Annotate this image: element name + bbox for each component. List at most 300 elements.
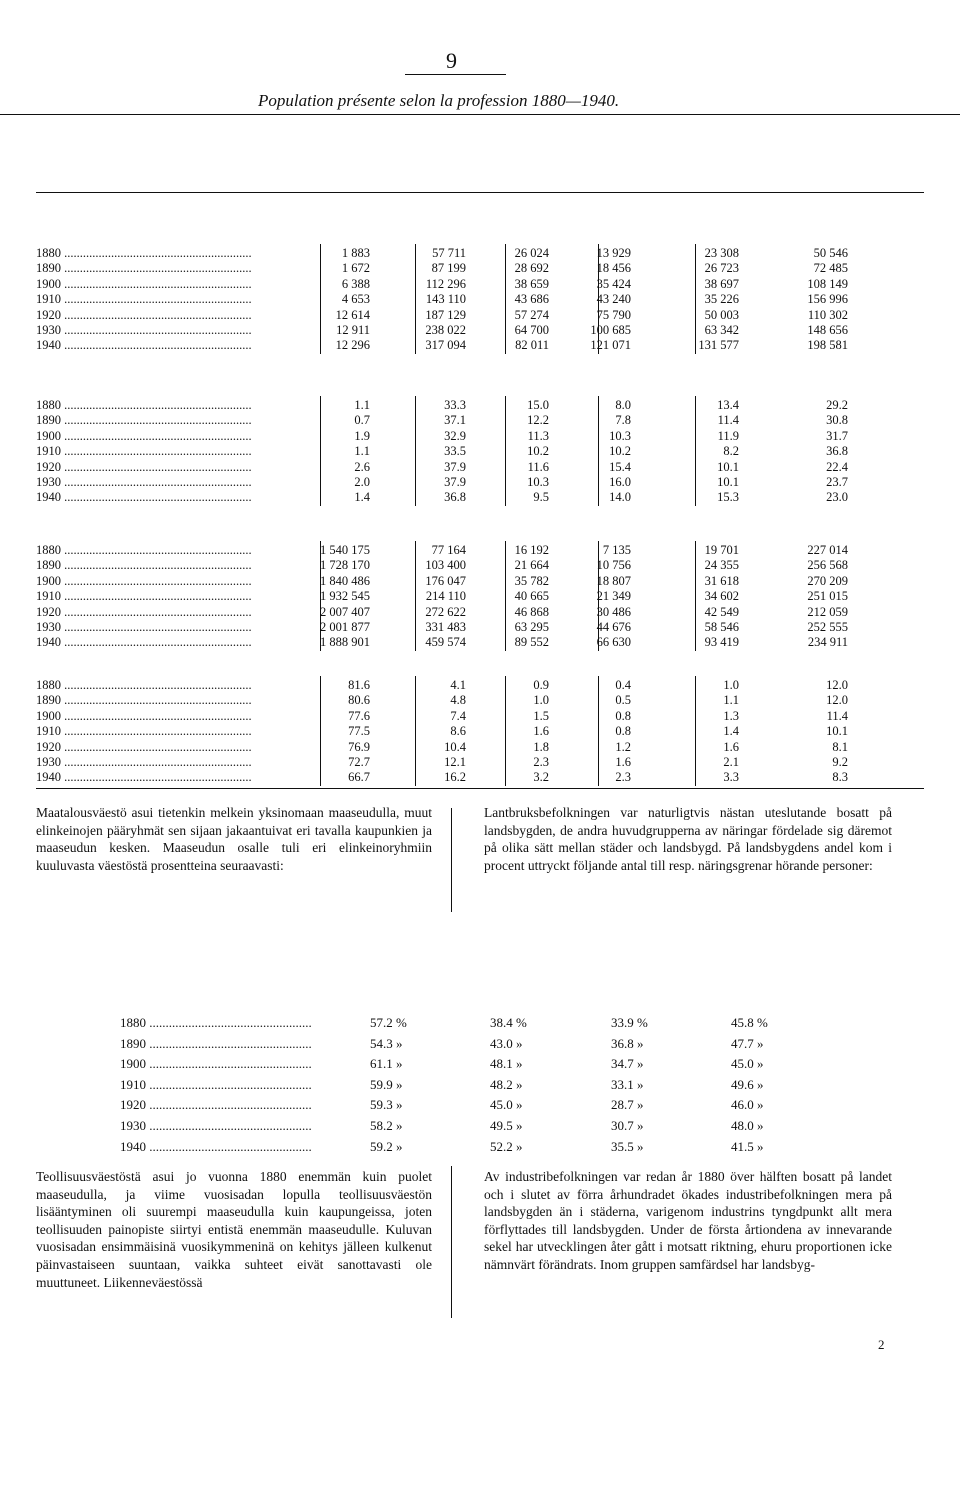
row-year-value: 1900 [36, 277, 61, 291]
row-year-value: 1930 [36, 475, 61, 489]
page-number: 9 [446, 48, 457, 73]
table-cell: 214 110 [425, 589, 466, 603]
table-cell: 57 711 [432, 246, 466, 260]
leader-dots: ............................................................ [61, 543, 252, 557]
table-cell: 9.2 [832, 755, 848, 769]
table-cell: 48.2 » [490, 1077, 523, 1092]
row-year [36, 740, 306, 755]
row-year-value: 1940 [36, 635, 61, 649]
table-cell: 49.6 » [731, 1077, 764, 1092]
table-cell: 1.2 [615, 740, 631, 754]
table-cell: 50 546 [813, 246, 848, 260]
table-cell: 2.6 [354, 460, 370, 474]
table-cell: 77.5 [348, 724, 370, 738]
table-cell: 256 568 [807, 558, 848, 572]
table-cell: 15.3 [717, 490, 739, 504]
leader-dots: ............................................................ [61, 475, 252, 489]
row-year-value: 1890 [36, 413, 61, 427]
table-cell: 0.9 [533, 678, 549, 692]
table-cell: 13.4 [717, 398, 739, 412]
row-year [36, 444, 306, 459]
table-cell: 7.4 [450, 709, 466, 723]
table-cell: 227 014 [807, 543, 848, 557]
leader-dots: ............................................................ [61, 246, 252, 260]
table-cell: 35.5 » [611, 1139, 644, 1154]
table-cell: 50 003 [704, 308, 739, 322]
table-cell: 61.1 » [370, 1056, 403, 1071]
table-cell: 34.7 » [611, 1056, 644, 1071]
table-cell: 1 840 486 [320, 574, 370, 588]
row-year [36, 429, 306, 444]
table-cell: 43 686 [514, 292, 549, 306]
table-cell: 59.3 » [370, 1097, 403, 1112]
table-cell: 31 618 [704, 574, 739, 588]
table-cell: 12 614 [335, 308, 370, 322]
row-year [36, 574, 306, 589]
row-year [36, 277, 306, 292]
table-cell: 59.9 » [370, 1077, 403, 1092]
table-cell: 10.3 [609, 429, 631, 443]
table-cell: 11.4 [826, 709, 848, 723]
row-year-value: 1930 [36, 323, 61, 337]
table-cell: 1.9 [354, 429, 370, 443]
table-cell: 2 001 877 [320, 620, 370, 634]
table-cell: 75 790 [596, 308, 631, 322]
table-cell: 3.3 [723, 770, 739, 784]
leader-dots: ............................................................ [61, 261, 252, 275]
row-year [36, 323, 306, 338]
table-cell: 38.4 % [490, 1015, 527, 1030]
leader-dots: ............................................................ [61, 724, 252, 738]
table-cell: 81.6 [348, 678, 370, 692]
table-cell: 80.6 [348, 693, 370, 707]
row-year-value: 1890 [36, 558, 61, 572]
table-cell: 36.8 [826, 444, 848, 458]
row-year [36, 398, 306, 413]
row-year-value: 1910 [120, 1077, 146, 1092]
table-cell: 36.8 » [611, 1036, 644, 1051]
table-cell: 45.0 » [490, 1097, 523, 1112]
page-number-rule [405, 74, 506, 75]
table-cell: 59.2 » [370, 1139, 403, 1154]
table-cell: 2 007 407 [320, 605, 370, 619]
table-cell: 41.5 » [731, 1139, 764, 1154]
table-cell: 11.6 [527, 460, 549, 474]
table-cell: 26 024 [514, 246, 549, 260]
row-year-value: 1880 [36, 398, 61, 412]
table-cell: 252 555 [807, 620, 848, 634]
table-cell: 143 110 [425, 292, 466, 306]
row-year [120, 1056, 350, 1072]
table-cell: 2.1 [723, 755, 739, 769]
table-cell: 110 302 [807, 308, 848, 322]
table-cell: 28 692 [514, 261, 549, 275]
leader-dots: ............................................................ [61, 740, 252, 754]
leader-dots: ............................................................ [61, 635, 252, 649]
table-cell: 1 888 901 [320, 635, 370, 649]
row-year [36, 770, 306, 785]
table-cell: 10.1 [717, 460, 739, 474]
table-cell: 16.0 [609, 475, 631, 489]
row-year [36, 413, 306, 428]
table-cell: 1.1 [723, 693, 739, 707]
table-cell: 1 728 170 [320, 558, 370, 572]
table-cell: 121 071 [590, 338, 631, 352]
table-cell: 58 546 [704, 620, 739, 634]
row-year-value: 1910 [36, 292, 61, 306]
table-cell: 35 782 [514, 574, 549, 588]
table-cell: 57 274 [514, 308, 549, 322]
table-cell: 14.0 [609, 490, 631, 504]
leader-dots: ............................................................ [61, 338, 252, 352]
table-cell: 57.2 % [370, 1015, 407, 1030]
table-cell: 15.0 [527, 398, 549, 412]
table-cell: 0.8 [615, 724, 631, 738]
leader-dots: ............................................................ [61, 770, 252, 784]
row-year [36, 605, 306, 620]
table-cell: 1.1 [354, 398, 370, 412]
table-cell: 131 577 [698, 338, 739, 352]
row-year [120, 1139, 350, 1155]
table-cell: 198 581 [807, 338, 848, 352]
leader-dots: ............................................................ [61, 277, 252, 291]
row-year-value: 1940 [36, 770, 61, 784]
leader-dots: .................................................. [146, 1015, 312, 1030]
table-cell: 8.3 [832, 770, 848, 784]
table-cell: 48.0 » [731, 1118, 764, 1133]
row-year [36, 308, 306, 323]
row-year-value: 1890 [36, 261, 61, 275]
table-cell: 1 932 545 [320, 589, 370, 603]
table-cell: 11.9 [717, 429, 739, 443]
table-cell: 10.4 [444, 740, 466, 754]
row-year [36, 620, 306, 635]
leader-dots: ............................................................ [61, 755, 252, 769]
footer-page-number: 2 [878, 1337, 885, 1352]
table-cell: 8.1 [832, 740, 848, 754]
leader-dots: .................................................. [146, 1036, 312, 1051]
table-cell: 4.8 [450, 693, 466, 707]
table-cell: 48.1 » [490, 1056, 523, 1071]
row-year [36, 460, 306, 475]
page-title: Population présente selon la profession 1880—1940. [258, 91, 620, 110]
table-cell: 38 659 [514, 277, 549, 291]
table-cell: 459 574 [425, 635, 466, 649]
table-cell: 28.7 » [611, 1097, 644, 1112]
row-year-value: 1900 [36, 574, 61, 588]
table-cell: 270 209 [807, 574, 848, 588]
table-cell: 1.4 [723, 724, 739, 738]
table-cell: 176 047 [425, 574, 466, 588]
table-cell: 10.2 [609, 444, 631, 458]
table-cell: 331 483 [425, 620, 466, 634]
table-cell: 36.8 [444, 490, 466, 504]
paragraph-finnish-1: Maatalousväestö asui tietenkin melkein yksinomaan maaseudulla, muut elinkeinojen pääryhmät sen sijaan jakaantuivat eri tavalla kaupunkien ja maaseudun kesken. Maaseudun osalle tuli eri elinkeinoryhmiin kuuluvasta väestöstä prosentteina seuraavasti: [36, 805, 432, 873]
table-cell: 1 672 [341, 261, 370, 275]
leader-dots: ............................................................ [61, 693, 252, 707]
table-cell: 66 630 [596, 635, 631, 649]
table-cell: 317 094 [425, 338, 466, 352]
row-year [120, 1097, 350, 1113]
table-cell: 46 868 [514, 605, 549, 619]
table-cell: 33.3 [444, 398, 466, 412]
row-year [36, 635, 306, 650]
table-cell: 58.2 » [370, 1118, 403, 1133]
row-year [36, 261, 306, 276]
row-year-value: 1920 [36, 740, 61, 754]
table-cell: 148 656 [807, 323, 848, 337]
table-cell: 42 549 [704, 605, 739, 619]
row-year [36, 589, 306, 604]
row-year-value: 1900 [36, 709, 61, 723]
paragraph-finnish-2: Teollisuusväestöstä asui jo vuonna 1880 enemmän kuin puolet maaseudulla, ja viime vuosisadan lopulla teollisuusväestön lisääntyminen oli suurempi maaseudulla kuin kaupungeissa, joten teollisuuden painopiste siirtyi entistä enemmän maaseudulle. Kuluvan vuosisadan ensimmäisinä vuosikymmeninä on kehitys jälleen kulkenut päinvastaiseen suuntaan, vaikka suhteet eivät sanottavasti ole muuttuneet. Liikenneväestössä [36, 1169, 432, 1290]
table-cell: 9.5 [533, 490, 549, 504]
table-cell: 35 424 [596, 277, 631, 291]
table-cell: 1.6 [723, 740, 739, 754]
table-cell: 12 911 [336, 323, 370, 337]
table-cell: 7.8 [615, 413, 631, 427]
table-cell: 4.1 [450, 678, 466, 692]
row-year-value: 1880 [36, 543, 61, 557]
table-cell: 15.4 [609, 460, 631, 474]
table-cell: 234 911 [807, 635, 848, 649]
table-cell: 52.2 » [490, 1139, 523, 1154]
table-cell: 33.1 » [611, 1077, 644, 1092]
table-cell: 1.8 [533, 740, 549, 754]
table-top-rule [0, 114, 960, 115]
row-year-value: 1910 [36, 724, 61, 738]
table-cell: 23.0 [826, 490, 848, 504]
table-cell: 16.2 [444, 770, 466, 784]
leader-dots: ............................................................ [61, 413, 252, 427]
leader-dots: .................................................. [146, 1097, 312, 1112]
table-cell: 64 700 [514, 323, 549, 337]
table-cell: 66.7 [348, 770, 370, 784]
row-year-value: 1910 [36, 589, 61, 603]
table-cell: 10.2 [527, 444, 549, 458]
table-cell: 21 664 [514, 558, 549, 572]
table-cell: 1.0 [723, 678, 739, 692]
row-year [36, 246, 306, 261]
table-cell: 34 602 [704, 589, 739, 603]
leader-dots: ............................................................ [61, 678, 252, 692]
table-cell: 8.2 [723, 444, 739, 458]
table-cell: 0.7 [354, 413, 370, 427]
table-cell: 1.4 [354, 490, 370, 504]
row-year [36, 724, 306, 739]
table-cell: 12.0 [826, 693, 848, 707]
table-cell: 63 342 [704, 323, 739, 337]
table-cell: 72 485 [813, 261, 848, 275]
row-year-value: 1940 [36, 490, 61, 504]
row-year [36, 755, 306, 770]
table-cell: 251 015 [807, 589, 848, 603]
row-year-value: 1920 [36, 460, 61, 474]
leader-dots: ............................................................ [61, 323, 252, 337]
row-year [36, 543, 306, 558]
table-cell: 46.0 » [731, 1097, 764, 1112]
table-cell: 108 149 [807, 277, 848, 291]
table-cell: 23.7 [826, 475, 848, 489]
row-year [36, 292, 306, 307]
row-year [120, 1077, 350, 1093]
table-cell: 30 486 [596, 605, 631, 619]
table-cell: 38 697 [704, 277, 739, 291]
table-cell: 100 685 [590, 323, 631, 337]
row-year-value: 1930 [120, 1118, 146, 1133]
table-cell: 24 355 [704, 558, 739, 572]
row-year-value: 1880 [36, 246, 61, 260]
row-year-value: 1920 [36, 605, 61, 619]
row-year-value: 1910 [36, 444, 61, 458]
table-cell: 12 296 [335, 338, 370, 352]
table-cell: 3.2 [533, 770, 549, 784]
table-cell: 40 665 [514, 589, 549, 603]
paragraph-swedish-1: Lantbruksbefolkningen var naturligtvis nästan uteslutande bosatt på landsbygden, de andra huvudgrupperna av näringar fördelade sig däremot på olika sätt mellan städer och landsbygd. På landsbygdens andel kom i procent uttryckt följande antal till resp. näringsgrenar hörande personer: [484, 805, 892, 873]
table-cell: 29.2 [826, 398, 848, 412]
table-cell: 44 676 [596, 620, 631, 634]
table-cell: 187 129 [425, 308, 466, 322]
row-year-value: 1920 [120, 1097, 146, 1112]
table-cell: 103 400 [425, 558, 466, 572]
leader-dots: ............................................................ [61, 709, 252, 723]
table-cell: 1 540 175 [320, 543, 370, 557]
row-year [120, 1015, 350, 1031]
table-cell: 93 419 [704, 635, 739, 649]
table-cell: 37.9 [444, 475, 466, 489]
leader-dots: ............................................................ [61, 490, 252, 504]
table-cell: 2.3 [533, 755, 549, 769]
leader-dots: ............................................................ [61, 460, 252, 474]
table-cell: 19 701 [704, 543, 739, 557]
table-cell: 30.7 » [611, 1118, 644, 1133]
row-year [36, 558, 306, 573]
table-cell: 0.8 [615, 709, 631, 723]
table-cell: 1.6 [615, 755, 631, 769]
row-year-value: 1940 [36, 338, 61, 352]
table-cell: 0.5 [615, 693, 631, 707]
leader-dots: ............................................................ [61, 589, 252, 603]
row-year-value: 1920 [36, 308, 61, 322]
leader-dots: ............................................................ [61, 308, 252, 322]
leader-dots: ............................................................ [61, 605, 252, 619]
table-cell: 1.5 [533, 709, 549, 723]
row-year-value: 1930 [36, 755, 61, 769]
table-cell: 49.5 » [490, 1118, 523, 1133]
table-cell: 22.4 [826, 460, 848, 474]
table-bottom-rule [36, 788, 924, 789]
table-cell: 8.6 [450, 724, 466, 738]
row-year-value: 1930 [36, 620, 61, 634]
row-year [120, 1036, 350, 1052]
table-cell: 12.0 [826, 678, 848, 692]
table-cell: 82 011 [515, 338, 549, 352]
leader-dots: ............................................................ [61, 558, 252, 572]
table-cell: 238 022 [425, 323, 466, 337]
row-year [36, 475, 306, 490]
header-bottom-rule [36, 192, 924, 193]
row-year [36, 678, 306, 693]
table-cell: 43.0 » [490, 1036, 523, 1051]
table-cell: 47.7 » [731, 1036, 764, 1051]
table-cell: 72.7 [348, 755, 370, 769]
table-cell: 18 456 [596, 261, 631, 275]
table-cell: 11.3 [527, 429, 549, 443]
table-cell: 6 388 [341, 277, 370, 291]
row-year [36, 490, 306, 505]
table-cell: 89 552 [514, 635, 549, 649]
table-cell: 1.0 [533, 693, 549, 707]
table-cell: 32.9 [444, 429, 466, 443]
table-cell: 1.6 [533, 724, 549, 738]
leader-dots: ............................................................ [61, 292, 252, 306]
row-year-value: 1940 [120, 1139, 146, 1154]
leader-dots: ............................................................ [61, 429, 252, 443]
table-cell: 10.3 [527, 475, 549, 489]
table-cell: 23 308 [704, 246, 739, 260]
table-cell: 2.3 [615, 770, 631, 784]
table-cell: 2.0 [354, 475, 370, 489]
row-year [36, 338, 306, 353]
table-cell: 21 349 [596, 589, 631, 603]
table-cell: 4 653 [341, 292, 370, 306]
table-cell: 10.1 [717, 475, 739, 489]
table-cell: 26 723 [704, 261, 739, 275]
table-cell: 30.8 [826, 413, 848, 427]
table-cell: 43 240 [596, 292, 631, 306]
paragraph-divider-1 [451, 808, 452, 912]
row-year [36, 693, 306, 708]
table-cell: 45.8 % [731, 1015, 768, 1030]
leader-dots: .................................................. [146, 1077, 312, 1092]
row-year-value: 1900 [36, 429, 61, 443]
row-year-value: 1900 [120, 1056, 146, 1071]
table-cell: 87 199 [431, 261, 466, 275]
leader-dots: ............................................................ [61, 398, 252, 412]
leader-dots: .................................................. [146, 1118, 312, 1133]
table-cell: 77 164 [431, 543, 466, 557]
row-year-value: 1890 [120, 1036, 146, 1051]
table-cell: 31.7 [826, 429, 848, 443]
paragraph-swedish-2: Av industribefolkningen var redan år 1880 över hälften bosatt på landet och i slutet av förra århundradet ökades industribefolkningen mera på landsbygden än i städerna, varigenom industrins tyngdpunkt allt mera förflyttades till landsbygden. Under de första årtiondena av innevarande sekel har utvecklingen åter gått i motsatt riktning, ehuru proportionen icke nämnvärt förändrats. Inom gruppen samfärdsel har landsbyg- [484, 1169, 892, 1272]
table-cell: 10 756 [596, 558, 631, 572]
table-cell: 35 226 [704, 292, 739, 306]
table-cell: 45.0 » [731, 1056, 764, 1071]
table-cell: 54.3 » [370, 1036, 403, 1051]
table-cell: 0.4 [615, 678, 631, 692]
table-cell: 11.4 [717, 413, 739, 427]
table-cell: 16 192 [514, 543, 549, 557]
row-year-value: 1880 [120, 1015, 146, 1030]
table-cell: 156 996 [807, 292, 848, 306]
table-cell: 18 807 [596, 574, 631, 588]
table-cell: 37.1 [444, 413, 466, 427]
table-cell: 13 929 [596, 246, 631, 260]
leader-dots: ............................................................ [61, 574, 252, 588]
row-year [120, 1118, 350, 1134]
table-cell: 37.9 [444, 460, 466, 474]
leader-dots: ............................................................ [61, 444, 252, 458]
table-cell: 1 883 [341, 246, 370, 260]
table-cell: 1.1 [354, 444, 370, 458]
table-cell: 10.1 [826, 724, 848, 738]
table-cell: 7 135 [602, 543, 631, 557]
table-cell: 77.6 [348, 709, 370, 723]
table-cell: 33.5 [444, 444, 466, 458]
leader-dots: .................................................. [146, 1056, 312, 1071]
table-cell: 76.9 [348, 740, 370, 754]
table-cell: 272 622 [425, 605, 466, 619]
